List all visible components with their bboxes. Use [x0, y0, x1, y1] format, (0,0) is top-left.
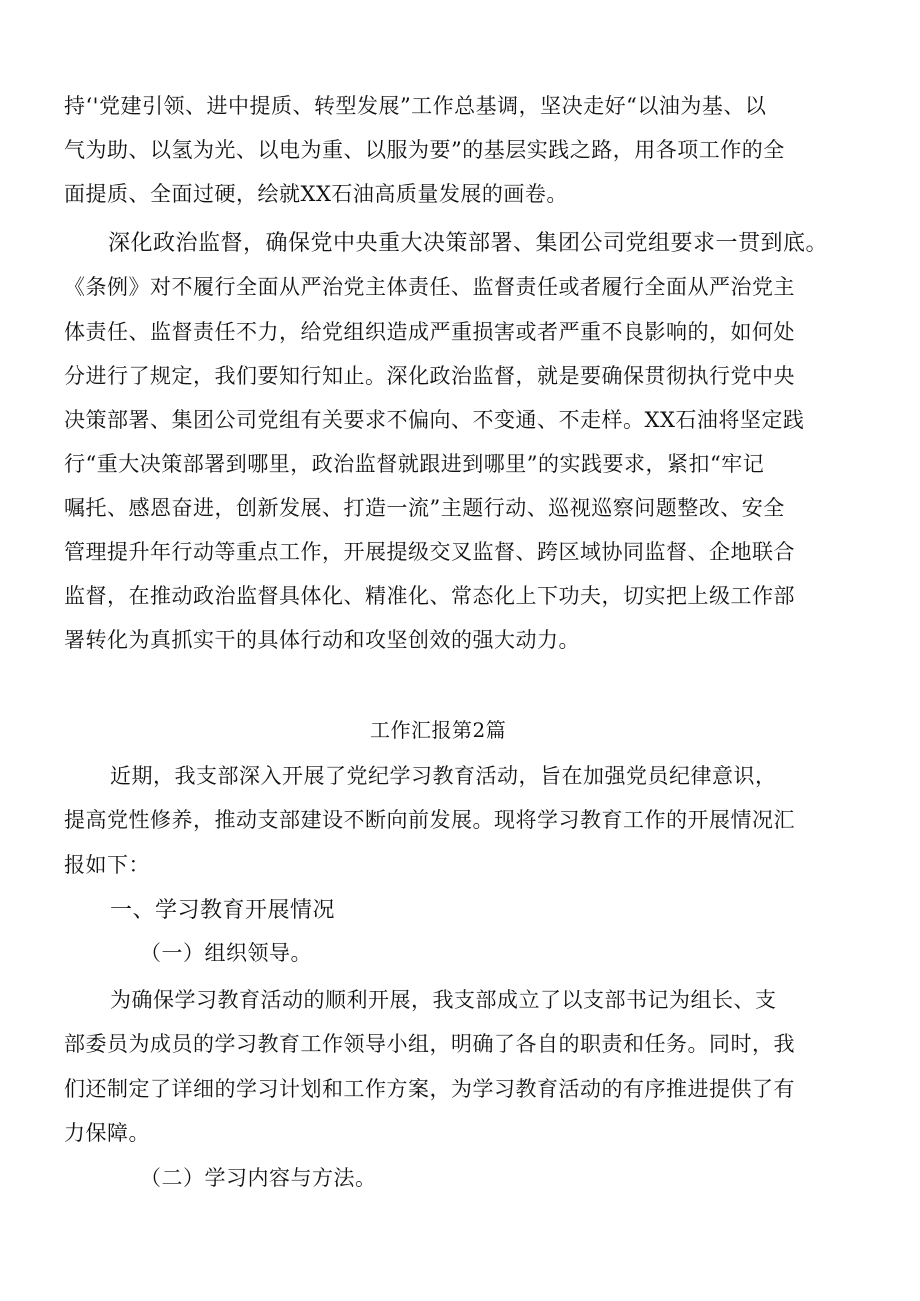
- sub-one-line-4: 力保障。: [64, 1121, 150, 1145]
- intro-line-3: 面提质、全面过硬，绘就XX石油高质量发展的画卷。: [64, 182, 568, 206]
- section-line-1: 《条例》对不履行全面从严治党主体责任、监督责任或者履行全面从严治党主: [64, 275, 795, 299]
- sub-one-line-2: 部委员为成员的学习教育工作领导小组，明确了各自的职责和任务。同时，我: [64, 1032, 795, 1056]
- section-line-7: 管理提升年行动等重点工作，开展提级交叉监督、跨区域协同监督、企地联合: [64, 540, 795, 564]
- report-title: 工作汇报第2篇: [370, 718, 507, 742]
- section-line-3: 分进行了规定，我们要知行知止。深化政治监督，就是要确保贯彻执行党中央: [64, 364, 795, 388]
- report-intro-line-3: 报如下：: [64, 853, 150, 877]
- sub-one-heading: （一）组织领导。: [140, 941, 312, 965]
- part-one-heading: 一、学习教育开展情况: [110, 898, 336, 923]
- intro-line-1: 持‘'党建引领、进中提质、转型发展”工作总基调，坚决走好“以油为基、以: [64, 94, 767, 118]
- section-line-8: 监督，在推动政治监督具体化、精准化、常态化上下功夫，切实把上级工作部: [64, 584, 795, 608]
- report-intro-line-2: 提高党性修养，推动支部建设不断向前发展。现将学习教育工作的开展情况汇: [64, 808, 795, 832]
- section-line-5: 行“重大决策部署到哪里，政治监督就跟进到哪里”的实践要求，紧扣“牢记: [64, 452, 765, 476]
- sub-two-heading: （二）学习内容与方法。: [140, 1166, 377, 1190]
- report-intro-line-1: 近期，我支部深入开展了党纪学习教育活动，旨在加强党员纪律意识，: [110, 764, 777, 788]
- sub-one-line-3: 们还制定了详细的学习计划和工作方案，为学习教育活动的有序推进提供了有: [64, 1077, 795, 1101]
- intro-line-2: 气为助、以氢为光、以电为重、以服为要”的基层实践之路，用各项工作的全: [64, 138, 785, 162]
- section-line-6: 嘱托、感恩奋进，创新发展、打造一流”主题行动、巡视巡察问题整改、安全: [64, 496, 785, 520]
- section-line-9: 署转化为真抓实干的具体行动和攻坚创效的强大动力。: [64, 628, 580, 652]
- section-heading: 深化政治监督，确保党中央重大决策部署、集团公司党组要求一贯到底。: [108, 231, 829, 256]
- section-line-2: 体责任、监督责任不力，给党组织造成严重损害或者严重不良影响的，如何处: [64, 320, 795, 344]
- sub-one-line-1: 为确保学习教育活动的顺利开展，我支部成立了以支部书记为组长、支: [110, 988, 777, 1012]
- section-line-4: 决策部署、集团公司党组有关要求不偏向、不变通、不走样。XX石油将坚定践: [64, 408, 805, 432]
